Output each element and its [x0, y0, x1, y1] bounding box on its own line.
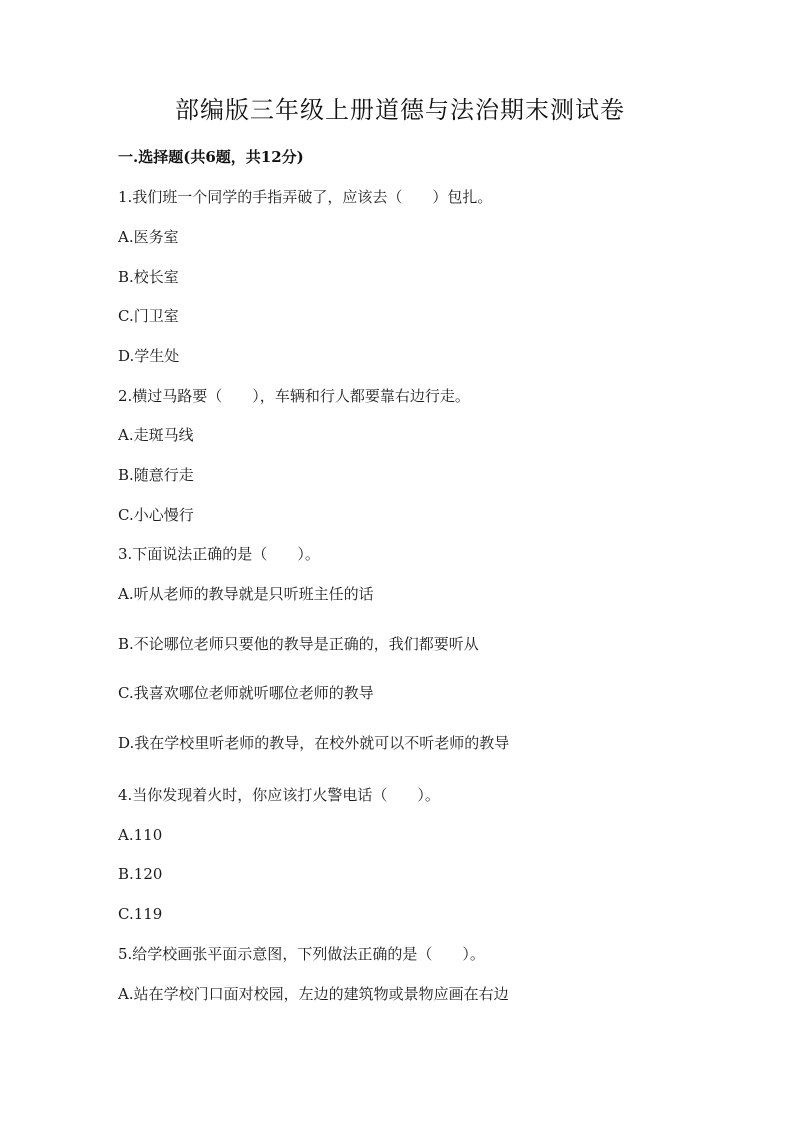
- question-1-option-b: B.校长室: [118, 268, 179, 286]
- question-2-option-b: B.随意行走: [118, 466, 194, 484]
- question-3-option-c: C.我喜欢哪位老师就听哪位老师的教导: [118, 684, 374, 702]
- question-4-option-c: C.119: [118, 905, 163, 923]
- question-2-option-c: C.小心慢行: [118, 506, 194, 524]
- section-heading: 一.选择题(共6题，共12分): [118, 148, 304, 166]
- question-3-stem: 3.下面说法正确的是（ ）。: [118, 545, 320, 563]
- question-1-stem: 1.我们班一个同学的手指弄破了，应该去（ ）包扎。: [118, 188, 493, 206]
- question-1-option-d: D.学生处: [118, 347, 180, 365]
- question-4-option-a: A.110: [118, 826, 163, 844]
- question-4-stem: 4.当你发现着火时，你应该打火警电话（ ）。: [118, 786, 440, 804]
- question-4-option-b: B.120: [118, 865, 163, 883]
- question-5-stem: 5.给学校画张平面示意图，下列做法正确的是（ ）。: [118, 945, 485, 963]
- exam-title: 部编版三年级上册道德与法治期末测试卷: [175, 96, 625, 124]
- question-1-option-c: C.门卫室: [118, 307, 179, 325]
- question-2-stem: 2.横过马路要（ ），车辆和行人都要靠右边行走。: [118, 387, 470, 405]
- question-1-option-a: A.医务室: [118, 228, 179, 246]
- question-3-option-a: A.听从老师的教导就是只听班主任的话: [118, 585, 374, 603]
- question-3-option-b: B.不论哪位老师只要他的教导是正确的，我们都要听从: [118, 635, 479, 653]
- question-2-option-a: A.走斑马线: [118, 426, 194, 444]
- question-5-option-a: A.站在学校门口面对校园，左边的建筑物或景物应画在右边: [118, 985, 509, 1003]
- question-3-option-d: D.我在学校里听老师的教导，在校外就可以不听老师的教导: [118, 734, 510, 752]
